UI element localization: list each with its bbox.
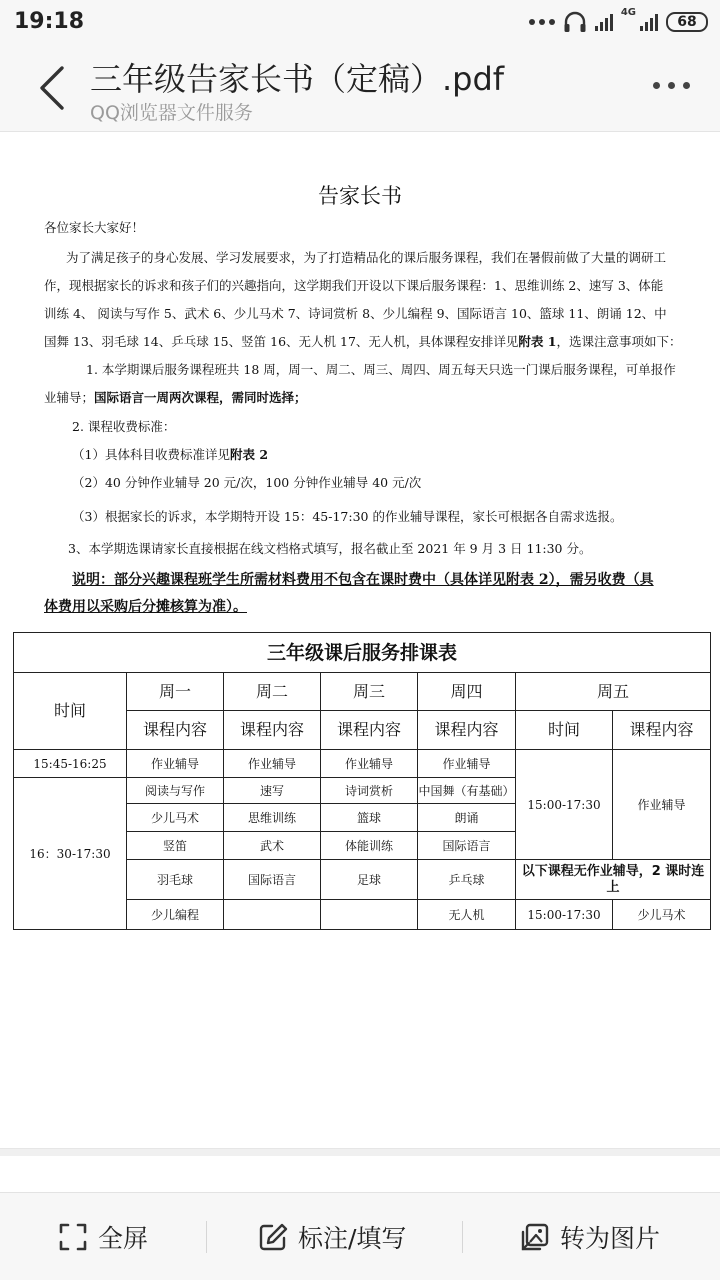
slot-2-time: 16：30-17:30	[14, 778, 127, 930]
pdf-page	[0, 132, 720, 1148]
edit-icon	[258, 1222, 288, 1252]
fri-time-header: 时间	[516, 711, 613, 750]
slot-1-time: 15:45-16:25	[14, 750, 127, 778]
table-cell: 体能训练	[321, 832, 418, 860]
table-cell: 中国舞（有基础）	[418, 778, 516, 804]
content-header-fri: 课程内容	[613, 711, 711, 750]
letter-title: 告家长书	[318, 184, 402, 208]
table-cell: 作业辅导	[224, 750, 321, 778]
day-header-tue: 周二	[224, 673, 321, 711]
toolbar-divider	[462, 1221, 463, 1253]
table-cell: 速写	[224, 778, 321, 804]
status-time: 19:18	[14, 9, 85, 34]
battery-level: 68	[677, 14, 697, 30]
battery-icon	[666, 12, 708, 32]
schedule-table	[13, 632, 710, 929]
content-header-thu: 课程内容	[418, 711, 516, 750]
bottom-toolbar	[0, 1192, 720, 1280]
table-cell: 乒乓球	[418, 860, 516, 900]
table-cell: 羽毛球	[127, 860, 224, 900]
toolbar-divider	[206, 1221, 207, 1253]
document-source: QQ浏览器文件服务	[90, 102, 253, 124]
table-cell: 国际语言	[224, 860, 321, 900]
table-cell: 思维训练	[224, 804, 321, 832]
intro-line-3: 训练 4、 阅读与写作 5、武术 6、少儿马术 7、诗词赏析 8、少儿编程 9、国际语言 10、篮球 11、朗诵 12、中	[44, 306, 667, 321]
item-2-a	[72, 447, 268, 463]
item-3: 3、本学期选课请家长直接根据在线文档格式填写，报名截止至 2021 年 9 月 3 日 11:30 分。	[68, 541, 592, 556]
table-cell: 国际语言	[418, 832, 516, 860]
day-header-wed: 周三	[321, 673, 418, 711]
item-1-bold-note: 国际语言一周两次课程，需同时选择；	[94, 390, 307, 405]
item-2-c: （3）根据家长的诉求，本学期特开设 15：45-17:30 的作业辅导课程，家长可根据各自需求选报。	[72, 509, 623, 524]
item-2-title: 2. 课程收费标准：	[72, 419, 176, 434]
intro-line-2: 作，现根据家长的诉求和孩子们的兴趣指向，这学期我们开设以下课后服务课程：1、思维训练 2、速写 3、体能	[44, 278, 664, 293]
table-cell: 少儿马术	[127, 804, 224, 832]
note-line-2: 体费用以采购后分摊核算为准）。	[44, 599, 247, 615]
intro-line-1: 为了满足孩子的身心发展、学习发展要求，为了打造精品化的课后服务课程，我们在暑假前做了大量的调研工	[66, 250, 667, 265]
convert-to-image-button[interactable]	[520, 1219, 660, 1255]
back-arrow-icon[interactable]	[34, 64, 74, 112]
status-bar	[0, 0, 720, 44]
day-header-fri: 周五	[516, 673, 711, 711]
appendix-2-ref: 附表 2	[229, 447, 269, 462]
letter-greeting: 各位家长大家好！	[44, 220, 145, 235]
table-cell: 篮球	[321, 804, 418, 832]
table-cell: 竖笛	[127, 832, 224, 860]
fri-note: 以下课程无作业辅导，2 课时连上	[516, 860, 711, 900]
content-header-wed: 课程内容	[321, 711, 418, 750]
document-title: 三年级告家长书（定稿）.pdf	[90, 60, 505, 98]
notification-dots-icon	[529, 19, 555, 25]
page-separator	[0, 1148, 720, 1156]
table-cell: 无人机	[418, 900, 516, 930]
fri-content-b: 少儿马术	[613, 900, 711, 930]
table-cell: 诗词赏析	[321, 778, 418, 804]
content-header-tue: 课程内容	[224, 711, 321, 750]
item-1-line-2-text: 业辅导；	[44, 390, 95, 405]
intro-line-4	[44, 334, 681, 350]
day-header-mon: 周一	[127, 673, 224, 711]
intro-line-4-text: 国舞 13、羽毛球 14、乒乓球 15、竖笛 16、无人机 17、无人机，具体课程安排详见	[44, 334, 519, 349]
intro-line-4-end: ，选课注意事项如下：	[556, 334, 682, 349]
status-icons	[529, 8, 708, 36]
day-header-thu: 周四	[418, 673, 516, 711]
item-1-line-1: 1. 本学期课后服务课程班共 18 周，周一、周二、周三、周四、周五每天只选一门课后服务课程，可单报作	[86, 362, 676, 377]
note-line-1: 说明：部分兴趣课程班学生所需材料费用不包含在课时费中（具体详见附表 2），需另收费（具	[72, 572, 654, 588]
table-cell: 朗诵	[418, 804, 516, 832]
fri-time-a: 15:00-17:30	[516, 750, 613, 860]
time-header: 时间	[14, 673, 127, 750]
signal-1-icon	[595, 13, 613, 31]
signal-2-icon	[640, 13, 658, 31]
fri-content-a: 作业辅导	[613, 750, 711, 860]
headphones-icon	[563, 11, 587, 33]
schedule-title: 三年级课后服务排课表	[14, 633, 711, 673]
image-convert-icon	[520, 1222, 550, 1252]
network-type: 4G	[620, 7, 636, 18]
table-cell: 阅读与写作	[127, 778, 224, 804]
fullscreen-icon	[58, 1222, 88, 1252]
content-header-mon: 课程内容	[127, 711, 224, 750]
table-cell: 足球	[321, 860, 418, 900]
item-2-a-text: （1）具体科目收费标准详见	[72, 447, 230, 462]
item-1-line-2	[44, 390, 307, 406]
table-cell: 作业辅导	[321, 750, 418, 778]
more-options-icon[interactable]	[653, 82, 690, 89]
fullscreen-button[interactable]	[58, 1219, 148, 1255]
app-header	[0, 44, 720, 132]
fullscreen-label: 全屏	[98, 1224, 149, 1253]
annotate-label: 标注/填写	[298, 1224, 407, 1253]
appendix-1-ref: 附表 1	[518, 334, 557, 349]
table-cell	[321, 900, 418, 930]
convert-to-image-label: 转为图片	[560, 1224, 661, 1253]
table-cell: 少儿编程	[127, 900, 224, 930]
item-2-b: （2）40 分钟作业辅导 20 元/次，100 分钟作业辅导 40 元/次	[72, 475, 422, 490]
annotate-button[interactable]	[258, 1219, 406, 1255]
table-cell	[224, 900, 321, 930]
fri-time-b: 15:00-17:30	[516, 900, 613, 930]
table-cell: 作业辅导	[418, 750, 516, 778]
table-cell: 武术	[224, 832, 321, 860]
table-cell: 作业辅导	[127, 750, 224, 778]
